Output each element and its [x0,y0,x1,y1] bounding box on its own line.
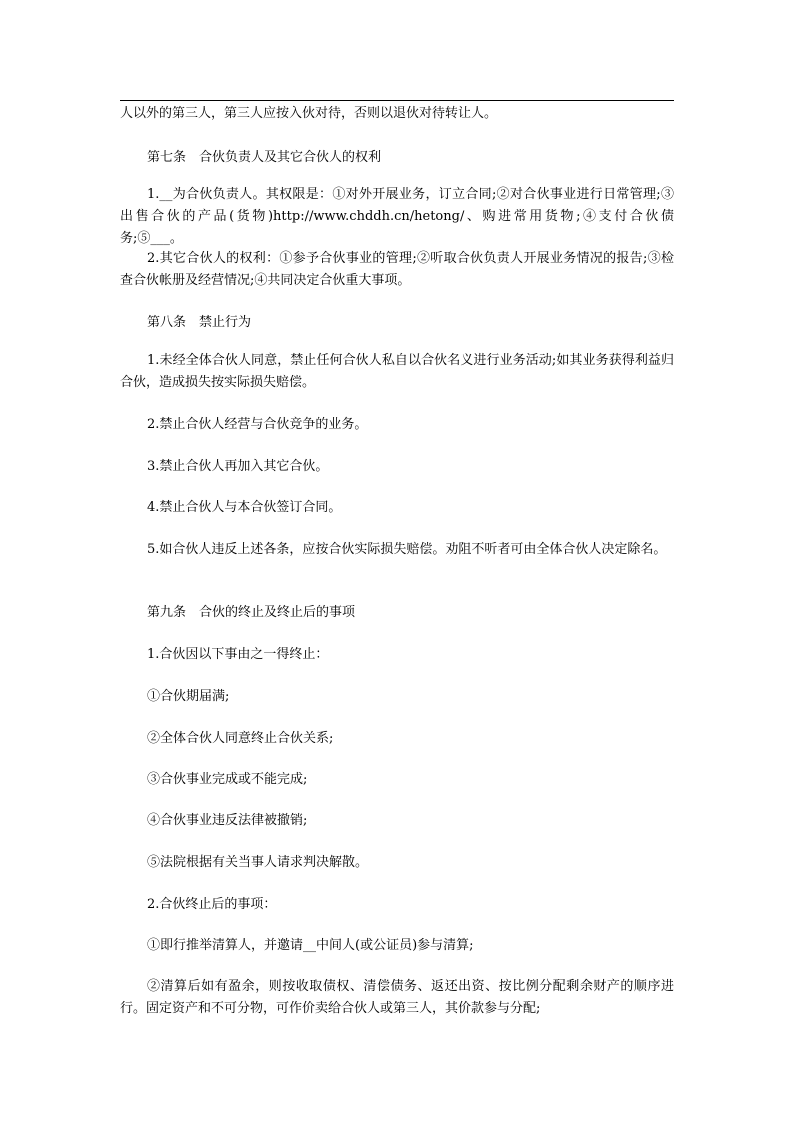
article-9-clause-2-item-2: ②清算后如有盈余，则按收取债权、清偿债务、返还出资、按比例分配剩余财产的顺序进行。固定资产和不可分物，可作价卖给合伙人或第三人，其价款参与分配; [120,979,674,1016]
article-7-clause-1: 1.__为合伙负责人。其权限是：①对外开展业务，订立合同;②对合伙事业进行日常管理;③出售合伙的产品(货物)http://www.chddh.cn/hetong/、购进常用货物;④支付合伙债务;⑤___。 [120,187,674,246]
article-8-clause-3: 3.禁止合伙人再加入其它合伙。 [147,459,329,474]
article-8-clause-1: 1.未经全体合伙人同意，禁止任何合伙人私自以合伙名义进行业务活动;如其业务获得利益归合伙，造成损失按实际损失赔偿。 [120,353,674,390]
header-rule [120,100,674,101]
article-7-clause-2: 2.其它合伙人的权利：①参予合伙事业的管理;②听取合伙负责人开展业务情况的报告;③检查合伙帐册及经营情况;④共同决定合伙重大事项。 [120,251,674,288]
article-9-item-3: ③合伙事业完成或不能完成; [147,772,308,787]
article-9-item-2: ②全体合伙人同意终止合伙关系; [147,731,334,746]
article-9-item-5: ⑤法院根据有关当事人请求判决解散。 [147,855,369,870]
article-9-clause-2-item-1: ①即行推举清算人，并邀请__中间人(或公证员)参与清算; [147,938,474,953]
article-8-clause-4: 4.禁止合伙人与本合伙签订合同。 [147,500,342,515]
article-9-clause-1: 1.合伙因以下事由之一得终止： [147,647,329,662]
article-9-item-1: ①合伙期届满; [147,689,230,704]
article-7-heading: 第七条 合伙负责人及其它合伙人的权利 [147,150,382,165]
article-8-heading: 第八条 禁止行为 [147,315,252,330]
article-8-clause-5: 5.如合伙人违反上述各条，应按合伙实际损失赔偿。劝阻不听者可由全体合伙人决定除名。 [147,542,667,557]
paragraph-continuation: 人以外的第三人，第三人应按入伙对待，否则以退伙对待转让人。 [120,106,498,121]
article-9-item-4: ④合伙事业违反法律被撤销; [147,813,308,828]
article-8-clause-2: 2.禁止合伙人经营与合伙竞争的业务。 [147,417,368,432]
article-9-clause-2: 2.合伙终止后的事项： [147,897,277,912]
article-9-heading: 第九条 合伙的终止及终止后的事项 [147,605,356,620]
